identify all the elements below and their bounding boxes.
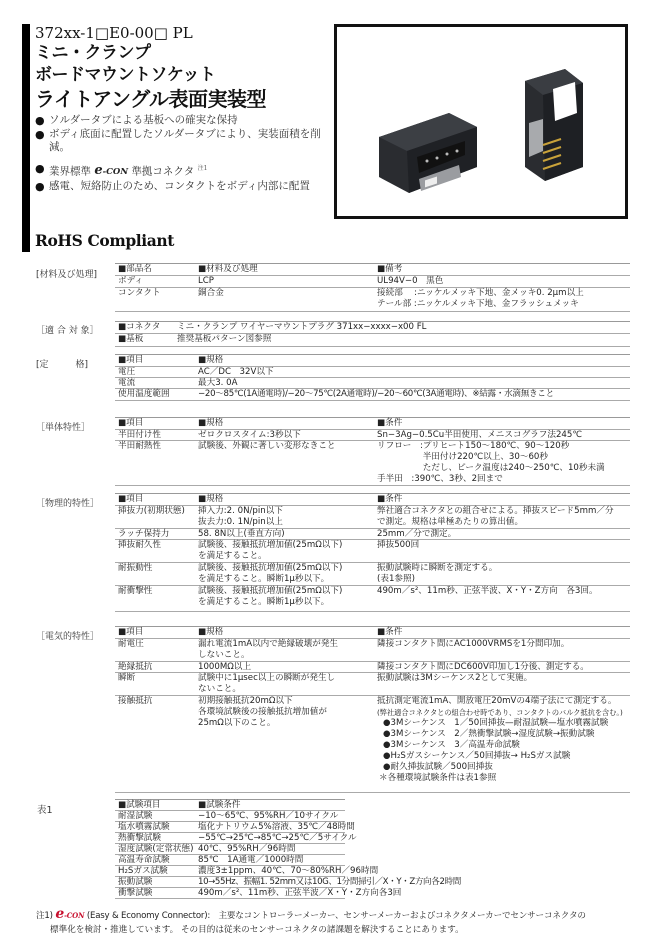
table-row: 絶縁抵抗 1000MΩ以上 隣接コンタクト間にDC600V印加し1分後、測定する。	[115, 662, 630, 673]
section-label: [材料及び処理]	[36, 270, 98, 280]
table-row: 半田付け性 ゼロクロスタイム:3秒以下 Sn−3Ag−0.5Cu半田使用、メニスコグラフ法245℃	[115, 430, 630, 441]
table-header-row: ■部品名 ■材料及び処理 ■備考	[115, 264, 630, 276]
rohs-badge: RoHS Compliant	[35, 231, 175, 250]
table-row: ラッチ保持力 58. 8N以上(垂直方向) 25mm／分で測定。	[115, 529, 630, 540]
table-header-row: ■試験項目 ■試験条件	[115, 800, 345, 811]
table-row: 耐電圧 漏れ電流1mA以内で絶縁破壊が発生 しないこと。 隣接コンタクト間にAC1000VRMSを1分間印加。	[115, 639, 630, 662]
feature-list	[35, 114, 335, 193]
table-header-row: ■項目 ■規格 ■条件	[115, 494, 630, 506]
econ-logo: e-CON	[94, 163, 129, 178]
part-number: 372xx-1□E0-00□ PL	[35, 24, 193, 42]
table-row: 接触抵抗 初期接触抵抗20mΩ以下 各環境試験後の接触抵抗増加値が 25mΩ以下のこと。 抵抗測定電流1mA、開放電圧20mVの4端子法にて測定する。 (弊社適合コネクタとの組合わせ時であり、コンタクトのバルク抵抗を含む。) ●3Mシーケンス 1／50回挿抜—耐湿試験—塩水噴霧試験 ●3Mシーケンス 2／熱衝撃試験→湿度試験→振動試験 ●3Mシーケンス 3／高温寿命試験 ●H₂Sガスシーケンス／50回挿抜→ H₂Sガス試験 ●耐久挿抜試験／500回挿抜 ＊各種環境試験条件は表1参照	[118, 696, 623, 783]
table-header-row: ■項目 ■規格 ■条件	[115, 627, 630, 639]
title-line-3: ライトアングル表面実装型	[35, 87, 266, 111]
table-row: 湿度試験(定常状態) 40℃、95%RH／96時間	[115, 844, 345, 855]
electrical-table	[115, 626, 630, 790]
table-row: 熱衝撃試験 −55℃→25℃→85℃→25℃／5サイクル	[115, 833, 345, 844]
table-row: 塩水噴霧試験 塩化ナトリウム5%溶液、35℃／48時間	[115, 822, 345, 833]
test-conditions-table	[115, 799, 461, 899]
table-row: H₂Sガス試験 濃度3±1ppm、40℃、70〜80%RH／96時間	[115, 866, 345, 877]
table-row: 高温寿命試験 85℃ 1A通電／1000時間	[115, 855, 345, 866]
materials-table	[115, 263, 630, 312]
bullet-icon: ●	[35, 127, 45, 141]
section-label: ［単体特性］	[36, 423, 91, 433]
econ-logo: e-CON	[55, 906, 85, 922]
title-line-1: ミニ・クランプ	[35, 43, 151, 63]
section-label: ［適 合 対 象］	[36, 326, 99, 336]
table-row: 電流 最大3. 0A	[115, 378, 630, 389]
table-row: 挿抜力(初期状態) 挿入力:2. 0N/pin以下 抜去力:0. 1N/pin以上 弊社適合コネクタとの組合せによる。挿抜スピード5mm／分 で測定。規格は単極あたりの算出値。	[115, 506, 630, 529]
feature-item: ● ボディ底面に配置したソルダータブにより、実装面積を削減。	[35, 127, 321, 153]
bullet-icon: ●	[35, 114, 45, 127]
compatible-table	[115, 321, 630, 347]
footnote-ref: 注1	[197, 164, 208, 172]
table-row: 耐振動性 試験後、接触抵抗増加値(25mΩ以下) を満足すること。瞬断1μ秒以下。 振動試験時に瞬断を測定する。 (表1参照)	[115, 563, 630, 586]
ratings-table	[115, 354, 630, 401]
section-label: ［電気的特性］	[36, 632, 100, 642]
table-row: ■コネクタ ミニ・クランプ ワイヤーマウントプラグ 371xx−xxxx−x00 FL	[115, 322, 630, 334]
unit-table	[115, 417, 630, 486]
section-label: ［物理的特性］	[36, 499, 100, 509]
table-row: 使用温度範囲 −20〜85℃(1A通電時)/−20〜75℃(2A通電時)/−20〜60℃(3A通電時)、※結露・水滴無きこと	[115, 389, 630, 401]
table-row: 振動試験 10→55Hz、振幅1. 52mm又は10G、1分間掃引／X・Y・Z方向各2時間	[115, 877, 345, 888]
table-row: 衝撃試験 490m／s²、11m秒、正弦半波／X・Y・Z方向各3回	[115, 888, 345, 899]
section-label: [定 格]	[36, 360, 89, 370]
table-row: 耐湿試験 −10〜65℃、95%RH／10サイクル	[115, 811, 345, 822]
table-row: 耐衝撃性 試験後、接触抵抗増加値(25mΩ以下) を満足すること。瞬断1μ秒以下。 490m／s²、11m秒、正弦半波、X・Y・Z方向 各3回。	[115, 586, 630, 612]
connector-illustration	[337, 27, 625, 216]
bullet-icon: ●	[35, 161, 45, 175]
bullet-icon: ●	[35, 179, 45, 193]
feature-item: ● 業界標準 e-CON 準拠コネクタ $^{注1}$	[35, 161, 208, 178]
table-row: 電圧 AC／DC 32V以下	[115, 367, 630, 378]
divider	[115, 792, 630, 793]
table-row: 瞬断 試験中に1μsec以上の瞬断が発生し ないこと。 振動試験は3Mシーケンス2として実施。	[115, 673, 630, 696]
product-photo	[334, 24, 628, 219]
table-row: ■基板 推奨基板パターン図参照	[115, 334, 630, 347]
product-header	[22, 24, 322, 254]
title-line-2: ボードマウントソケット	[35, 65, 216, 85]
feature-item: ● ソルダータブによる基板への確実な保持	[35, 114, 238, 127]
table-row: 半田耐熱性 試験後、外観に著しい変形なきこと リフロー :プリヒート150〜180℃、90〜120秒 半田付け220℃以上、30〜60秒 ただし、ピーク温度は240〜250℃、10秒未満 手半田 :390℃、3秒、2回まで	[115, 441, 630, 486]
physical-table	[115, 493, 630, 612]
table-row: コンタクト 銅合金 接続部 :ニッケルメッキ下地、金メッキ0. 2μm以上 テール部 :ニッケルメッキ下地、金フラッシュメッキ	[115, 288, 630, 312]
table-row: 挿抜耐久性 試験後、接触抵抗増加値(25mΩ以下) を満足すること。 挿抜500回	[115, 540, 630, 563]
footnote: 注1) e-CON (Easy & Economy Connector): 主要なコントローラーメーカー、センサーメーカーおよびコネクタメーカーでセンサーコネクタの 標準化を検討・推進しています。 その目的は従来のセンサーコネクタの諸課題を解決することにあります。	[36, 906, 586, 935]
table-row: ボディ LCP UL94V−0 黒色	[115, 276, 630, 288]
table-header-row: ■項目 ■規格	[115, 355, 630, 367]
feature-item: ● 感電、短絡防止のため、コンタクトをボディ内部に配置	[35, 179, 310, 193]
table-header-row: ■項目 ■規格 ■条件	[115, 418, 630, 430]
section-label: 表1	[37, 805, 53, 816]
header-accent-bar	[22, 24, 30, 252]
